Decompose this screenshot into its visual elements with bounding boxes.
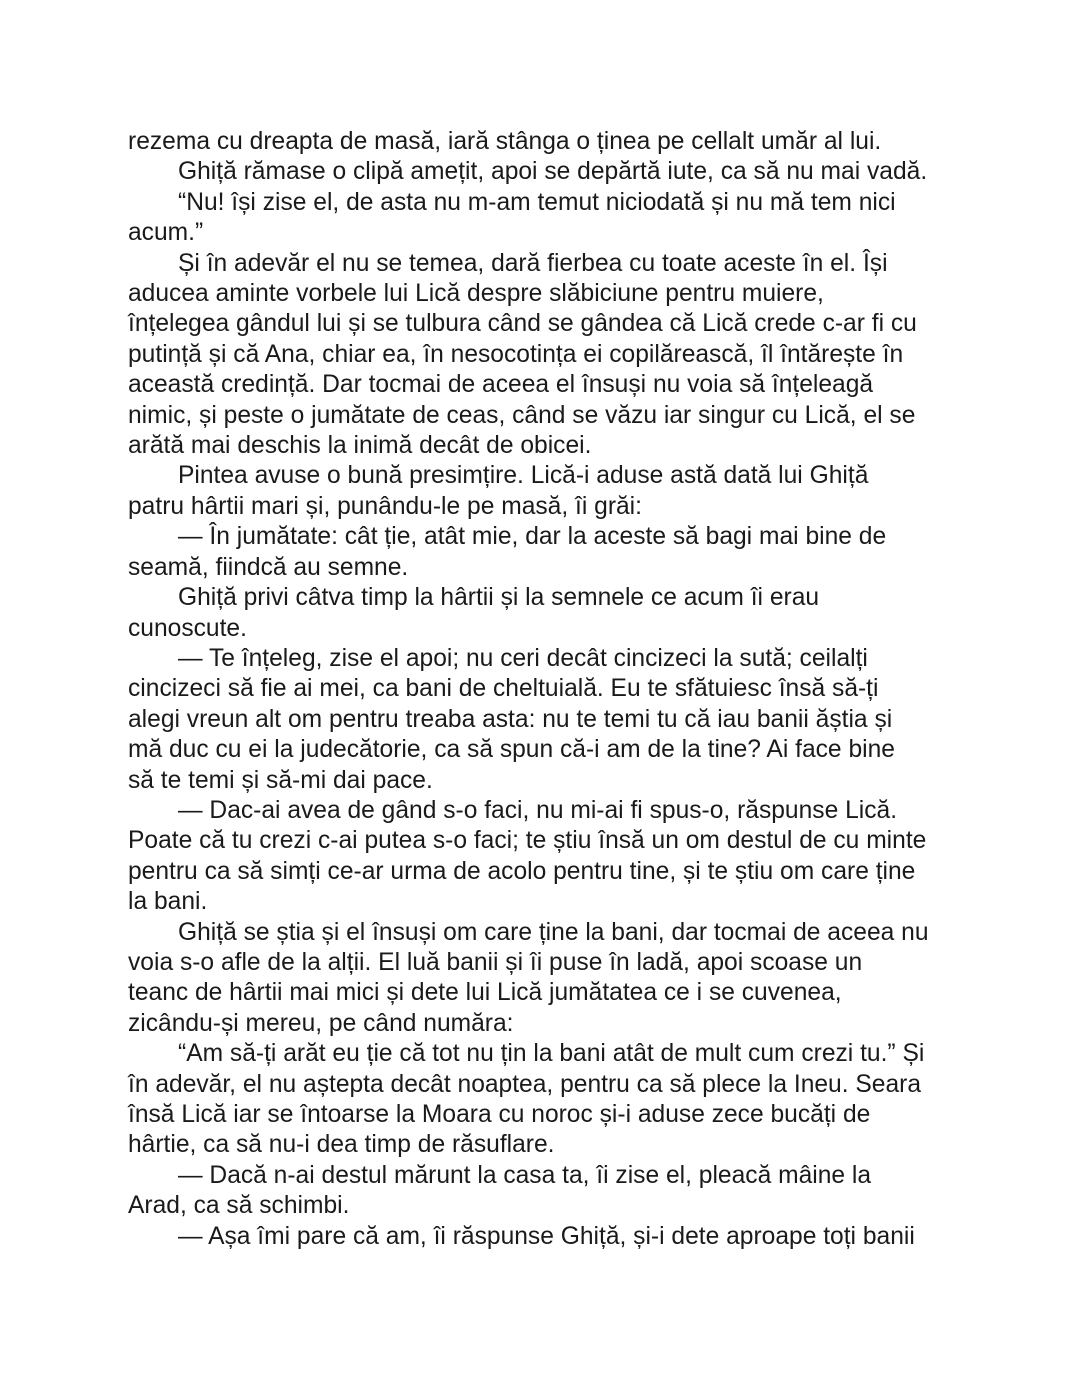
text-line: pentru ca să simți ce-ar urma de acolo pentru tine, și te știu om care ține bbox=[128, 857, 916, 885]
text-line: patru hârtii mari și, punându-le pe masă, îi grăi: bbox=[128, 492, 642, 520]
text-line: nimic, și peste o jumătate de ceas, când se văzu iar singur cu Lică, el se bbox=[128, 401, 916, 429]
text-line: acum.” bbox=[128, 219, 204, 247]
text-line: arătă mai deschis la inimă decât de obicei. bbox=[128, 432, 592, 460]
text-line: hârtie, ca să nu-i dea timp de răsuflare. bbox=[128, 1131, 555, 1159]
paragraph bbox=[128, 188, 958, 249]
paragraph bbox=[128, 1039, 958, 1161]
text-line: la bani. bbox=[128, 888, 208, 916]
text-line: aducea aminte vorbele lui Lică despre slăbiciune pentru muiere, bbox=[128, 280, 824, 308]
text-line: putință și că Ana, chiar ea, în nesocotința ei copilărească, îl întărește în bbox=[128, 340, 904, 368]
text-line: teanc de hârtii mai mici și dete lui Lică jumătatea ce i se cuvenea, bbox=[128, 979, 842, 1007]
text-line: cincizeci să fie ai mei, ca bani de cheltuială. Eu te sfătuiesc însă să-ți bbox=[128, 675, 879, 703]
paragraph bbox=[128, 157, 958, 187]
paragraph bbox=[128, 522, 958, 583]
text-line: zicându-și mereu, pe când număra: bbox=[128, 1009, 514, 1037]
text-line: înțelegea gândul lui și se tulbura când se gândea că Lică crede c-ar fi cu bbox=[128, 310, 917, 338]
paragraph bbox=[128, 918, 958, 1040]
paragraph bbox=[128, 796, 958, 918]
paragraph bbox=[128, 1161, 958, 1222]
text-line: mă duc cu ei la judecătorie, ca să spun că-i am de la tine? Ai face bine bbox=[128, 736, 895, 764]
text-line: “Nu! își zise el, de asta nu m-am temut niciodată și nu mă tem nici bbox=[178, 188, 896, 216]
text-line: să te temi și să-mi dai pace. bbox=[128, 766, 433, 794]
text-line: — Te înțeleg, zise el apoi; nu ceri decât cincizeci la sută; ceilalți bbox=[178, 644, 868, 672]
text-line: — În jumătate: cât ție, atât mie, dar la aceste să bagi mai bine de bbox=[178, 523, 887, 551]
text-line: această credință. Dar tocmai de aceea el însuși nu voia să înțeleagă bbox=[128, 371, 874, 399]
text-line: cunoscute. bbox=[128, 614, 247, 642]
paragraph bbox=[128, 461, 958, 522]
text-line: Arad, ca să schimbi. bbox=[128, 1192, 350, 1220]
text-line: — Dacă n-ai destul mărunt la casa ta, îi zise el, pleacă mâine la bbox=[178, 1161, 872, 1189]
paragraph bbox=[128, 583, 958, 644]
text-line: Pintea avuse o bună presimțire. Lică-i aduse astă dată lui Ghiță bbox=[178, 462, 869, 490]
paragraph bbox=[128, 1222, 958, 1252]
text-line: voia s-o afle de la alții. El luă banii și îi puse în ladă, apoi scoase un bbox=[128, 948, 863, 976]
text-line: alegi vreun alt om pentru treaba asta: nu te temi tu că iau banii ăștia și bbox=[128, 705, 893, 733]
text-line: — Așa îmi pare că am, îi răspunse Ghiță, și-i dete aproape toți banii bbox=[178, 1222, 915, 1250]
text-line: rezema cu dreapta de masă, iară stânga o ținea pe cellalt umăr al lui. bbox=[128, 128, 882, 155]
text-line: Poate că tu crezi c-ai putea s-o faci; te știu însă un om destul de cu minte bbox=[128, 827, 927, 855]
text-line: Și în adevăr el nu se temea, dară fierbea cu toate aceste în el. Își bbox=[178, 249, 888, 277]
text-line: în adevăr, el nu aștepta decât noaptea, pentru ca să plece la Ineu. Seara bbox=[128, 1070, 922, 1098]
paragraph bbox=[128, 249, 958, 462]
paragraph bbox=[128, 644, 958, 796]
text-line: “Am să-ți arăt eu ție că tot nu țin la bani atât de mult cum crezi tu.” Și bbox=[178, 1040, 925, 1068]
text-line: Ghiță rămase o clipă amețit, apoi se depărtă iute, ca să nu mai vadă. bbox=[178, 158, 928, 186]
text-line: seamă, fiindcă au semne. bbox=[128, 553, 409, 581]
paragraph bbox=[128, 127, 958, 157]
text-line: Ghiță se știa și el însuși om care ține la bani, dar tocmai de aceea nu bbox=[178, 918, 929, 946]
text-line: — Dac-ai avea de gând s-o faci, nu mi-ai fi spus-o, răspunse Lică. bbox=[178, 796, 898, 824]
document-page bbox=[128, 127, 958, 1252]
text-line: însă Lică iar se întoarse la Moara cu noroc și-i aduse zece bucăți de bbox=[128, 1101, 871, 1128]
text-line: Ghiță privi câtva timp la hârtii și la semnele ce acum îi erau bbox=[178, 584, 820, 612]
